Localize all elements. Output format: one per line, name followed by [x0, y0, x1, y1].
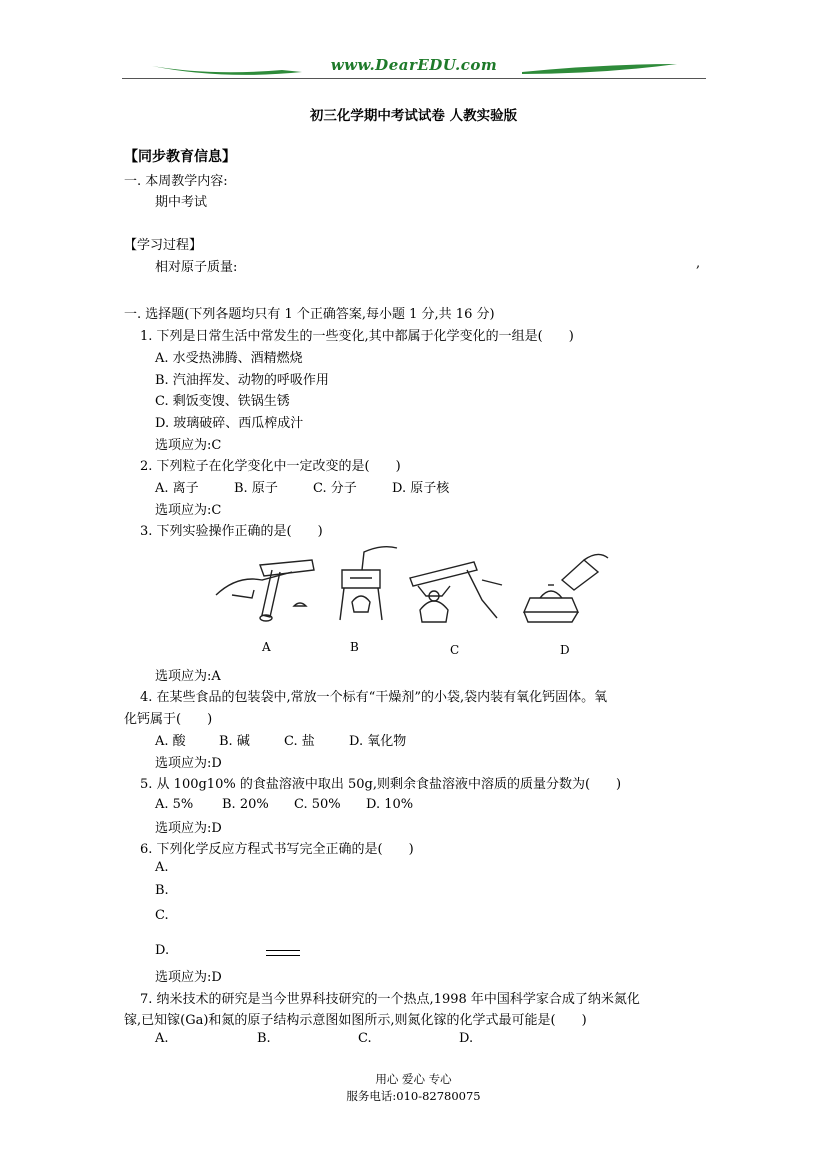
q4-option-a: A. 酸	[155, 734, 186, 749]
page-title: 初三化学期中考试试卷 人教实验版	[309, 108, 518, 124]
q2-option-c: C. 分子	[313, 481, 357, 496]
q5-option-c: C. 50%	[294, 797, 341, 812]
part1-header: 一. 选择题(下列各题均只有 1 个正确答案,每小题 1 分,共 16 分)	[124, 307, 495, 322]
reaction-equals-sign	[266, 950, 300, 956]
section-header-sync-info: 【同步教育信息】	[124, 149, 236, 165]
q4-answer: 选项应为:D	[155, 756, 222, 771]
q2-stem: 2. 下列粒子在化学变化中一定改变的是( )	[140, 459, 401, 474]
q6-option-d: D.	[155, 943, 170, 958]
q2-answer: 选项应为:C	[155, 503, 222, 518]
q4-stem-line2: 化钙属于( )	[124, 712, 213, 727]
q7-stem-line2: 镓,已知镓(Ga)和氮的原子结构示意图如图所示,则氮化镓的化学式最可能是( )	[124, 1013, 587, 1028]
q5-option-a: A. 5%	[155, 797, 194, 812]
q7-stem-line1: 7. 纳米技术的研究是当今世界科技研究的一个热点,1998 年中国科学家合成了纳米氮化	[140, 992, 640, 1007]
q3-answer: 选项应为:A	[155, 669, 221, 684]
q2-option-d: D. 原子核	[392, 481, 450, 496]
header-logo	[122, 58, 706, 80]
q5-stem: 5. 从 100g10% 的食盐溶液中取出 50g,则剩余食盐溶液中溶质的质量分数为( )	[140, 777, 622, 792]
q6-option-a: A.	[155, 860, 169, 875]
q6-stem: 6. 下列化学反应方程式书写完全正确的是( )	[140, 842, 414, 857]
q2-option-b: B. 原子	[234, 481, 278, 496]
figure-label-c: C	[450, 643, 460, 657]
q1-stem: 1. 下列是日常生活中常发生的一些变化,其中都属于化学变化的一组是( )	[140, 329, 574, 344]
q7-option-b: B.	[257, 1031, 271, 1046]
q5-answer: 选项应为:D	[155, 821, 222, 836]
lab-operations-figure	[212, 540, 612, 660]
figure-label-b: B	[350, 640, 359, 654]
lab-figure-b-icon	[340, 547, 397, 620]
q6-answer: 选项应为:D	[155, 970, 222, 985]
q1-option-c: C. 剩饭变馊、铁锅生锈	[155, 394, 290, 409]
q7-option-c: C.	[358, 1031, 372, 1046]
atomic-mass-trailing: ,	[696, 256, 701, 271]
q7-option-a: A.	[155, 1031, 169, 1046]
q6-option-b: B.	[155, 883, 169, 898]
header-rule	[122, 78, 706, 79]
q1-option-d: D. 玻璃破碎、西瓜榨成汁	[155, 416, 304, 431]
q1-answer: 选项应为:C	[155, 438, 222, 453]
q1-option-a: A. 水受热沸腾、酒精燃烧	[155, 351, 303, 366]
q4-option-c: C. 盐	[284, 734, 315, 749]
content-label: 一. 本周教学内容:	[124, 174, 228, 189]
q1-option-b: B. 汽油挥发、动物的呼吸作用	[155, 373, 329, 388]
lab-figure-a-icon	[216, 560, 314, 621]
footer-phone: 服务电话:010-82780075	[346, 1089, 481, 1103]
q4-option-d: D. 氧化物	[349, 734, 407, 749]
figure-label-d: D	[560, 643, 570, 657]
q5-option-b: B. 20%	[222, 797, 269, 812]
lab-figure-d-icon	[524, 554, 608, 622]
q5-option-d: D. 10%	[366, 797, 414, 812]
logo-text: www.DearEDU.com	[330, 56, 498, 74]
q2-option-a: A. 离子	[155, 481, 199, 496]
q4-stem-line1: 4. 在某些食品的包装袋中,常放一个标有“干燥剂”的小袋,袋内装有氧化钙固体。氧	[140, 690, 608, 705]
lab-figure-c-icon	[410, 562, 502, 622]
q3-stem: 3. 下列实验操作正确的是( )	[140, 524, 323, 539]
footer-slogan: 用心 爱心 专心	[375, 1072, 452, 1086]
content-value: 期中考试	[155, 195, 208, 210]
q4-option-b: B. 碱	[219, 734, 250, 749]
atomic-mass-label: 相对原子质量:	[155, 260, 238, 275]
q6-option-c: C.	[155, 908, 169, 923]
q7-option-d: D.	[459, 1031, 474, 1046]
figure-label-a: A	[262, 640, 271, 654]
section-header-learning: 【学习过程】	[124, 238, 203, 253]
